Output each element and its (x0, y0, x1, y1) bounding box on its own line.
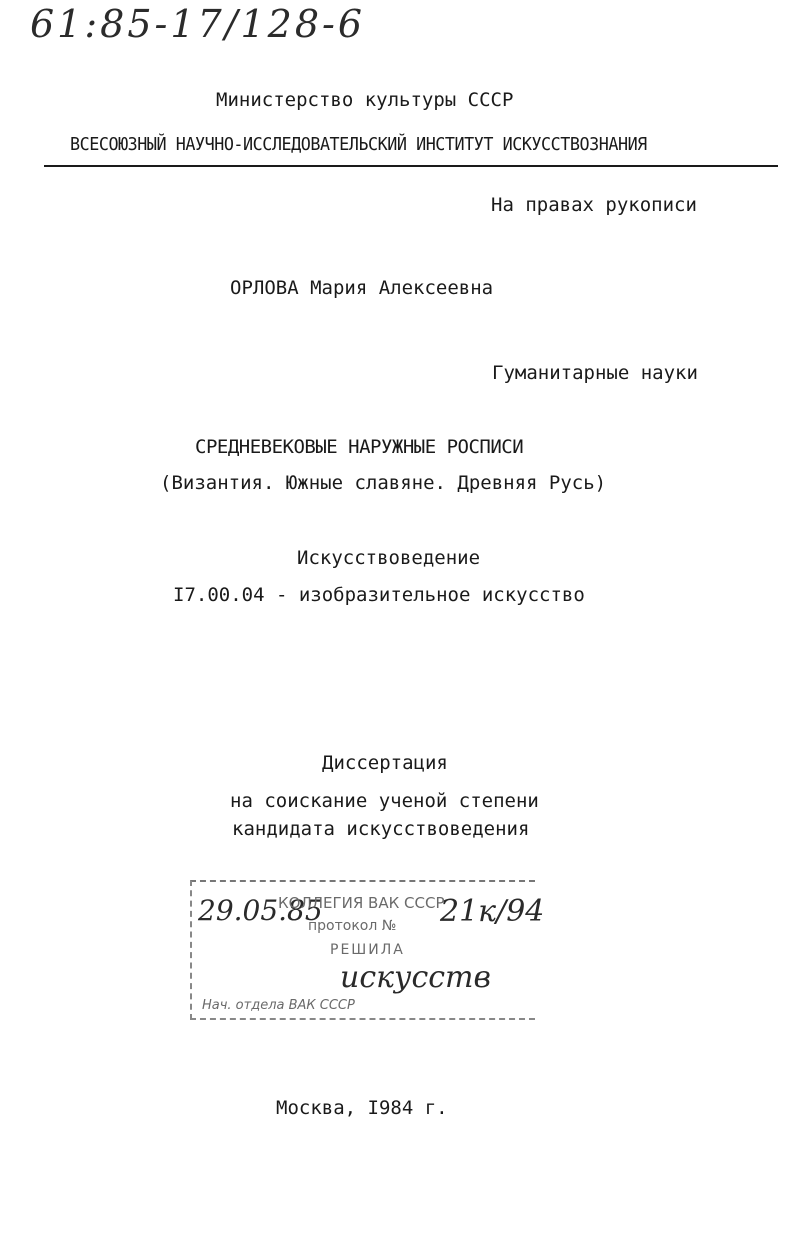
stamp-decision-number: 21к/94 (440, 894, 545, 929)
stamp-decision-label: протокол № (308, 918, 397, 934)
degree-line-1: на соискание ученой степени (230, 790, 539, 812)
header-rule (44, 165, 778, 167)
city-and-year: Москва, I984 г. (276, 1097, 448, 1119)
vak-stamp (190, 880, 545, 1030)
dissertation-subtitle: (Византия. Южные славяне. Древняя Русь) (160, 472, 607, 494)
discipline: Искусствоведение (297, 547, 481, 569)
stamp-footer: Нач. отдела ВАК СССР (202, 998, 355, 1013)
dissertation-label: Диссертация (322, 752, 448, 774)
degree-line-2: кандидата искусствоведения (232, 818, 530, 840)
specialty-code: I7.00.04 - изобразительное искусство (173, 584, 585, 606)
author-name: ОРЛОВА Мария Алексеевна (230, 277, 494, 299)
archive-number-handwritten: 61:85-17/128-6 (30, 2, 366, 46)
institute-line: ВСЕСОЮЗНЫЙ НАУЧНО-ИССЛЕДОВАТЕЛЬСКИЙ ИНСТИТУТ ИСКУССТВОЗНАНИЯ (70, 134, 647, 155)
stamp-resolution: РЕШИЛА (330, 942, 405, 958)
stamp-header: КОЛЛЕГИЯ ВАК СССР (278, 894, 445, 912)
rights-note: На правах рукописи (491, 194, 697, 216)
dissertation-title: СРЕДНЕВЕКОВЫЕ НАРУЖНЫЕ РОСПИСИ (195, 436, 524, 458)
stamp-handwritten-field: искусств (340, 960, 491, 995)
stamp-date: 29.05.85 (198, 894, 323, 927)
ministry-line: Министерство культуры СССР (216, 89, 514, 111)
field-of-science: Гуманитарные науки (492, 362, 698, 384)
